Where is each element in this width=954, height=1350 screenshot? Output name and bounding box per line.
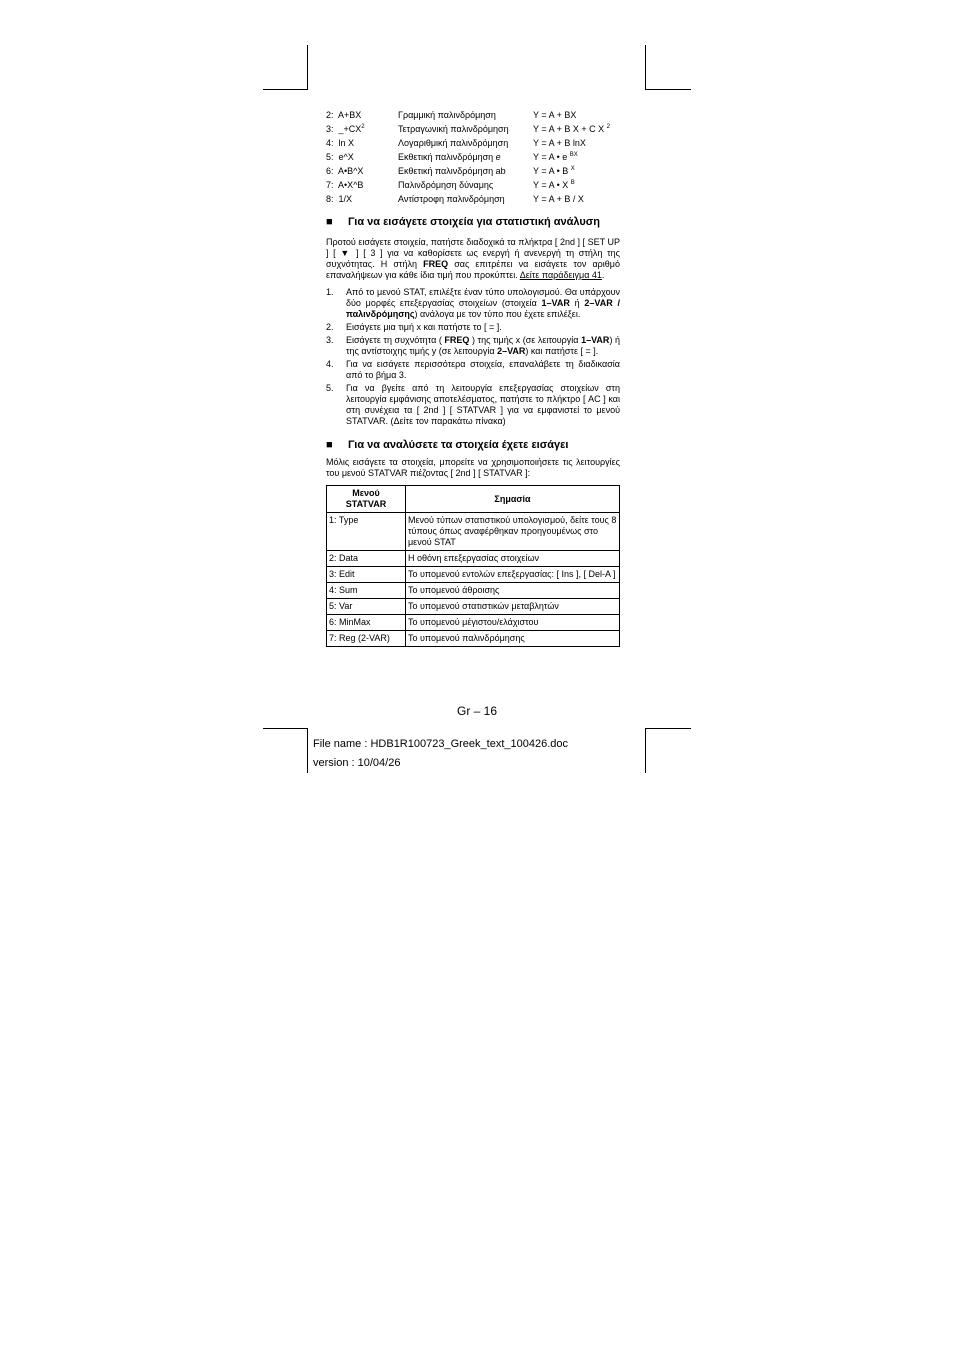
- item-name: Λογαριθμική παλινδρόμηση: [398, 138, 509, 148]
- table-cell: Το υπομενού μέγιστου/ελάχιστου: [406, 615, 620, 631]
- list-item: [326, 152, 610, 166]
- formula-superscript: BX: [569, 152, 578, 158]
- table-row: [327, 615, 620, 631]
- steps-list: [326, 287, 620, 427]
- table-row: [327, 631, 620, 647]
- item-name: Αντίστροφη παλινδρόμηση: [398, 194, 505, 204]
- item-formula: Y = A • B: [533, 166, 571, 176]
- square-bullet-icon: ■: [326, 439, 333, 451]
- crop-mark: [645, 89, 691, 90]
- item-name: Γραμμική παλινδρόμηση: [398, 110, 496, 120]
- column-header: Σημασία: [406, 486, 620, 513]
- table-cell: 2: Data: [327, 551, 406, 567]
- list-item: 1. Από το μενού STAT, επιλέξτε έναν τύπο υπολογισμού. Θα υπάρχουν δύο μορφές επεξεργασίας στοιχείων (στοιχεία 1–VAR ή 2–VAR / παλινδρόμησης) ανάλογα με τον τύπο που έχετε επιλέξει.: [326, 287, 620, 319]
- table-cell: Το υπομενού στατιστικών μεταβλητών: [406, 599, 620, 615]
- formula-superscript: B: [570, 180, 575, 186]
- table-cell: 3: Edit: [327, 567, 406, 583]
- item-number: 8:: [326, 194, 334, 204]
- item-key: A•B^X: [338, 166, 364, 176]
- item-key-superscript: 2: [361, 124, 365, 130]
- item-formula: Y = A + BX: [533, 110, 577, 120]
- table-cell: 1: Type: [327, 513, 406, 551]
- page-number: Gr – 16: [456, 704, 498, 718]
- crop-mark: [307, 45, 308, 90]
- item-key: A•X^B: [338, 180, 364, 190]
- section-heading: [326, 216, 620, 229]
- table-row: [327, 583, 620, 599]
- item-key: ln X: [338, 138, 355, 148]
- item-formula: Y = A • X: [533, 180, 571, 190]
- section-title: Για να αναλύσετε τα στοιχεία έχετε εισάγει: [348, 439, 569, 451]
- footer-file-name: File name : HDB1R100723_Greek_text_100426.doc: [313, 738, 568, 750]
- item-name-emphasis: e: [495, 152, 501, 162]
- item-formula: Y = A • e: [533, 152, 570, 162]
- item-name: Τετραγωνική παλινδρόμηση: [398, 124, 509, 134]
- item-formula: Y = A + B X + C X: [533, 124, 607, 134]
- list-item: [326, 110, 610, 124]
- crop-mark: [645, 728, 691, 729]
- item-key: e^X: [338, 152, 354, 162]
- crop-mark: [645, 728, 646, 773]
- list-item: 2. Εισάγετε μια τιμή x και πατήστε το [ = ].: [326, 322, 502, 332]
- table-row: [327, 567, 620, 583]
- section-heading: [326, 439, 620, 452]
- section-title: Για να εισάγετε στοιχεία για στατιστική ανάλυση: [348, 216, 600, 228]
- column-header: Μενού STATVAR: [327, 486, 406, 513]
- statvar-table: [326, 485, 620, 647]
- table-cell: Μενού τύπων στατιστικού υπολογισμού, δείτε τους 8 τύπους όπως αναφέρθηκαν προηγουμένως στο μενού STAT: [406, 513, 620, 551]
- crop-mark: [263, 728, 308, 729]
- table-row: [327, 513, 620, 551]
- item-number: 6:: [326, 166, 334, 176]
- item-formula: Y = A + B / X: [533, 194, 584, 204]
- list-item: 3. Εισάγετε τη συχνότητα ( FREQ ) της τιμής x (σε λειτουργία 1–VAR) ή της αντίστοιχης τιμής y (σε λειτουργία 2–VAR) και πατήστε [ = ].: [326, 335, 620, 356]
- item-name: Εκθετική παλινδρόμηση ab: [398, 166, 506, 176]
- item-name: Παλινδρόμηση δύναμης: [398, 180, 494, 190]
- crop-mark: [307, 728, 308, 773]
- list-item: 4. Για να εισάγετε περισσότερα στοιχεία, επαναλάβετε τη διαδικασία από το βήμα 3.: [326, 359, 620, 380]
- table-cell: Η οθόνη επεξεργασίας στοιχείων: [406, 551, 620, 567]
- table-cell: 6: MinMax: [327, 615, 406, 631]
- example-link[interactable]: Δείτε παράδειγμα 41: [519, 270, 602, 280]
- item-number: 2:: [326, 110, 334, 120]
- table-cell: Το υπομενού άθροισης: [406, 583, 620, 599]
- list-item: [326, 138, 610, 152]
- item-key: 1/X: [338, 194, 353, 204]
- list-item: [326, 124, 610, 138]
- table-row: [327, 551, 620, 567]
- table-row: [327, 599, 620, 615]
- item-key: _+CX: [338, 124, 362, 134]
- formula-superscript: 2: [606, 124, 610, 130]
- footer-version: version : 10/04/26: [313, 757, 401, 769]
- square-bullet-icon: ■: [326, 216, 333, 228]
- table-header-row: [327, 486, 620, 513]
- page-content: [326, 110, 620, 647]
- formula-superscript: X: [570, 166, 575, 172]
- crop-mark: [645, 45, 646, 90]
- regression-list: [326, 110, 610, 208]
- item-number: 3:: [326, 124, 334, 134]
- table-cell: 4: Sum: [327, 583, 406, 599]
- list-item: [326, 166, 610, 180]
- table-cell: Το υπομενού εντολών επεξεργασίας: [ Ins ], [ Del-A ]: [406, 567, 620, 583]
- item-name: Εκθετική παλινδρόμηση: [398, 152, 496, 162]
- intro-paragraph: Προτού εισάγετε στοιχεία, πατήστε διαδοχικά τα πλήκτρα [ 2nd ] [ SET UP ] [ ▼ ] [ 3 ] για να καθορίσετε ως ενεργή ή ανενεργή τη στήλη της συχνότητας. Η στήλη FREQ σας επιτρέπει να εισάγετε τον αριθμό επαναλήψεων για κάθε ίδια τιμή που προκύπτει. Δείτε παράδειγμα 41.: [326, 237, 621, 280]
- item-number: 7:: [326, 180, 334, 190]
- item-number: 4:: [326, 138, 334, 148]
- table-cell: 5: Var: [327, 599, 406, 615]
- crop-mark: [263, 89, 308, 90]
- list-item: [326, 180, 610, 194]
- item-formula: Y = A + B lnX: [533, 138, 586, 148]
- intro-paragraph: Μόλις εισάγετε τα στοιχεία, μπορείτε να χρησιμοποιήσετε τις λειτουργίες του μενού STATVAR πιέζοντας [ 2nd ] [ STATVAR ]:: [326, 457, 620, 478]
- list-item: 5. Για να βγείτε από τη λειτουργία επεξεργασίας στοιχείων στη λειτουργία εμφάνισης αποτελέσματος, πατήστε το πλήκτρο [ AC ] και στη συνέχεια τα [ 2nd ] [ STATVAR ] για να εμφανιστεί το μενού STATVAR. (Δείτε τον παρακάτω πίνακα): [326, 383, 620, 426]
- item-number: 5:: [326, 152, 334, 162]
- item-key: A+BX: [338, 110, 362, 120]
- table-cell: 7: Reg (2-VAR): [327, 631, 406, 647]
- list-item: [326, 194, 610, 208]
- table-cell: Το υπομενού παλινδρόμησης: [406, 631, 620, 647]
